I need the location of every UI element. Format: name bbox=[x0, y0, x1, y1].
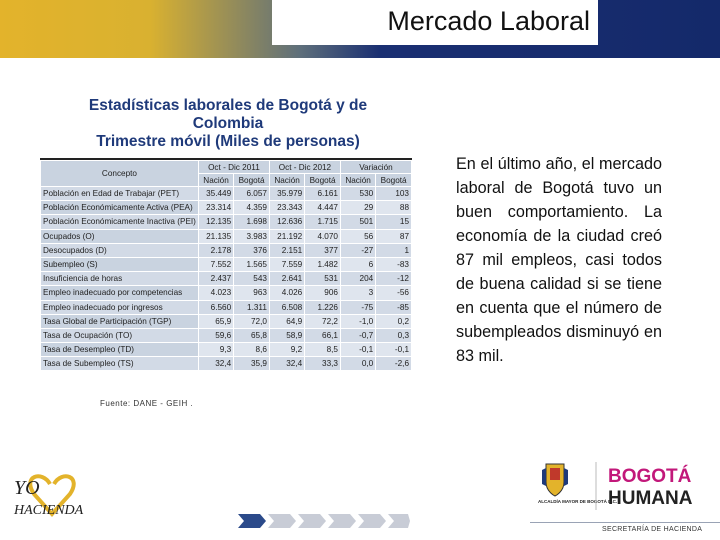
table-cell: 88 bbox=[376, 201, 412, 215]
table-cell: 64,9 bbox=[269, 314, 304, 328]
table-cell: 4.070 bbox=[305, 229, 341, 243]
table-cell: 1.565 bbox=[234, 257, 270, 271]
table-cell: -0,1 bbox=[340, 343, 375, 357]
table-cell: 0,2 bbox=[376, 314, 412, 328]
table-title-line1: Estadísticas laborales de Bogotá y de bbox=[88, 97, 368, 114]
table-cell: 7.559 bbox=[269, 257, 304, 271]
table-cell: 29 bbox=[340, 201, 375, 215]
table-row bbox=[41, 357, 412, 371]
row-label: Empleo inadecuado por ingresos bbox=[41, 300, 199, 314]
table-cell: -12 bbox=[376, 272, 412, 286]
period2-header: Oct - Dic 2012 bbox=[269, 161, 340, 174]
table-cell: 6.161 bbox=[305, 187, 341, 201]
table-row bbox=[41, 187, 412, 201]
table-cell: 3 bbox=[340, 286, 375, 300]
table-cell: 377 bbox=[305, 243, 341, 257]
table-cell: 21.135 bbox=[198, 229, 233, 243]
row-label: Población en Edad de Trabajar (PET) bbox=[41, 187, 199, 201]
col-nacion: Nación bbox=[340, 174, 375, 187]
table-cell: 2.151 bbox=[269, 243, 304, 257]
variation-header: Variación bbox=[340, 161, 411, 174]
table-cell: 1.482 bbox=[305, 257, 341, 271]
col-bogota: Bogotá bbox=[376, 174, 412, 187]
table-cell: 23.343 bbox=[269, 201, 304, 215]
row-label: Desocupados (D) bbox=[41, 243, 199, 257]
table-row bbox=[41, 257, 412, 271]
row-label: Población Económicamente Inactiva (PEI) bbox=[41, 215, 199, 229]
row-label: Empleo inadecuado por competencias bbox=[41, 286, 199, 300]
table-cell: 1 bbox=[376, 243, 412, 257]
table-cell: -75 bbox=[340, 300, 375, 314]
table-cell: 35,9 bbox=[234, 357, 270, 371]
table-row bbox=[41, 243, 412, 257]
table-cell: 33,3 bbox=[305, 357, 341, 371]
table-cell: 32,4 bbox=[198, 357, 233, 371]
source-note: Fuente: DANE - GEIH . bbox=[100, 399, 194, 408]
table-row bbox=[41, 300, 412, 314]
col-bogota: Bogotá bbox=[234, 174, 270, 187]
table-cell: 23.314 bbox=[198, 201, 233, 215]
table-cell: 15 bbox=[376, 215, 412, 229]
table-cell: 9,2 bbox=[269, 343, 304, 357]
table-cell: 32,4 bbox=[269, 357, 304, 371]
table-cell: 0,3 bbox=[376, 328, 412, 342]
labor-stats-table bbox=[40, 158, 412, 398]
table-cell: 376 bbox=[234, 243, 270, 257]
table-cell: 4.023 bbox=[198, 286, 233, 300]
table-cell: -83 bbox=[376, 257, 412, 271]
yo-hacienda-logo bbox=[12, 462, 102, 522]
row-label: Subempleo (S) bbox=[41, 257, 199, 271]
table-cell: -0,7 bbox=[340, 328, 375, 342]
hacienda-text: HACIENDA bbox=[14, 503, 84, 518]
body-paragraph: En el último año, el mercado laboral de Bogotá tuvo un buen comportamiento. La economía de la ciudad creó 87 mil empleos, casi todos de buena calidad si se tiene en cuenta que el número de subempleados disminuyó en 83 mil. bbox=[456, 155, 662, 365]
table-cell: 87 bbox=[376, 229, 412, 243]
col-bogota: Bogotá bbox=[305, 174, 341, 187]
table-row bbox=[41, 328, 412, 342]
table-cell: 963 bbox=[234, 286, 270, 300]
concept-header: Concepto bbox=[41, 161, 199, 187]
table-cell: 103 bbox=[376, 187, 412, 201]
table-cell: 543 bbox=[234, 272, 270, 286]
secretaria-label: SECRETARÍA DE HACIENDA bbox=[602, 526, 703, 533]
table-cell: 1.311 bbox=[234, 300, 270, 314]
table-cell: 59,6 bbox=[198, 328, 233, 342]
table-title bbox=[42, 97, 414, 151]
table-cell: 2.178 bbox=[198, 243, 233, 257]
period1-header: Oct - Dic 2011 bbox=[198, 161, 269, 174]
table-cell: 1.698 bbox=[234, 215, 270, 229]
table-cell: 2.437 bbox=[198, 272, 233, 286]
table-cell: 530 bbox=[340, 187, 375, 201]
table-cell: 6.508 bbox=[269, 300, 304, 314]
table-cell: 72,0 bbox=[234, 314, 270, 328]
table-cell: 66,1 bbox=[305, 328, 341, 342]
table-cell: 6.560 bbox=[198, 300, 233, 314]
table-cell: 6.057 bbox=[234, 187, 270, 201]
table-cell: -85 bbox=[376, 300, 412, 314]
table-cell: 4.026 bbox=[269, 286, 304, 300]
table-cell: 0,0 bbox=[340, 357, 375, 371]
row-label: Tasa de Desempleo (TD) bbox=[41, 343, 199, 357]
table-cell: -1,0 bbox=[340, 314, 375, 328]
table-row bbox=[41, 272, 412, 286]
table-title-line2: Colombia bbox=[192, 115, 264, 132]
table-cell: 531 bbox=[305, 272, 341, 286]
table-cell: 56 bbox=[340, 229, 375, 243]
table-cell: 1.226 bbox=[305, 300, 341, 314]
progress-arrows bbox=[238, 514, 410, 528]
table-cell: 501 bbox=[340, 215, 375, 229]
table-cell: 65,9 bbox=[198, 314, 233, 328]
table-cell: 72,2 bbox=[305, 314, 341, 328]
table-cell: -27 bbox=[340, 243, 375, 257]
table-cell: -56 bbox=[376, 286, 412, 300]
table-cell: 21.192 bbox=[269, 229, 304, 243]
table-cell: -2,6 bbox=[376, 357, 412, 371]
yo-text: YO bbox=[14, 477, 40, 499]
table-cell: 8,5 bbox=[305, 343, 341, 357]
table-cell: 65,8 bbox=[234, 328, 270, 342]
row-label: Población Económicamente Activa (PEA) bbox=[41, 201, 199, 215]
table-cell: 9,3 bbox=[198, 343, 233, 357]
table-cell: 906 bbox=[305, 286, 341, 300]
row-label: Tasa de Ocupación (TO) bbox=[41, 328, 199, 342]
table-cell: 12.135 bbox=[198, 215, 233, 229]
footer-divider bbox=[530, 522, 720, 523]
col-nacion: Nación bbox=[198, 174, 233, 187]
alcaldia-text: ALCALDÍA MAYOR DE BOGOTÁ D.C. bbox=[538, 499, 618, 504]
bogota-text: BOGOTÁ bbox=[608, 466, 692, 487]
table-cell: 2.641 bbox=[269, 272, 304, 286]
row-label: Insuficiencia de horas bbox=[41, 272, 199, 286]
table-cell: 6 bbox=[340, 257, 375, 271]
table-row bbox=[41, 201, 412, 215]
table-cell: 1.715 bbox=[305, 215, 341, 229]
bogota-humana-logo bbox=[536, 460, 696, 516]
humana-text: HUMANA bbox=[608, 488, 693, 509]
table-cell: 58,9 bbox=[269, 328, 304, 342]
table-cell: 204 bbox=[340, 272, 375, 286]
table-title-line3: Trimestre móvil (Miles de personas) bbox=[96, 133, 360, 150]
table-cell: -0,1 bbox=[376, 343, 412, 357]
row-label: Ocupados (O) bbox=[41, 229, 199, 243]
slide-title: Mercado Laboral bbox=[387, 6, 590, 36]
table-cell: 8,6 bbox=[234, 343, 270, 357]
table-row bbox=[41, 286, 412, 300]
table-cell: 4.359 bbox=[234, 201, 270, 215]
table-row bbox=[41, 314, 412, 328]
table-cell: 4.447 bbox=[305, 201, 341, 215]
table-cell: 35.979 bbox=[269, 187, 304, 201]
table-row bbox=[41, 215, 412, 229]
row-label: Tasa Global de Participación (TGP) bbox=[41, 314, 199, 328]
table-cell: 12.636 bbox=[269, 215, 304, 229]
table-cell: 7.552 bbox=[198, 257, 233, 271]
table-row bbox=[41, 229, 412, 243]
table-row bbox=[41, 343, 412, 357]
table-cell: 3.983 bbox=[234, 229, 270, 243]
table-cell: 35.449 bbox=[198, 187, 233, 201]
col-nacion: Nación bbox=[269, 174, 304, 187]
coat-of-arms-icon bbox=[542, 464, 568, 496]
row-label: Tasa de Subempleo (TS) bbox=[41, 357, 199, 371]
